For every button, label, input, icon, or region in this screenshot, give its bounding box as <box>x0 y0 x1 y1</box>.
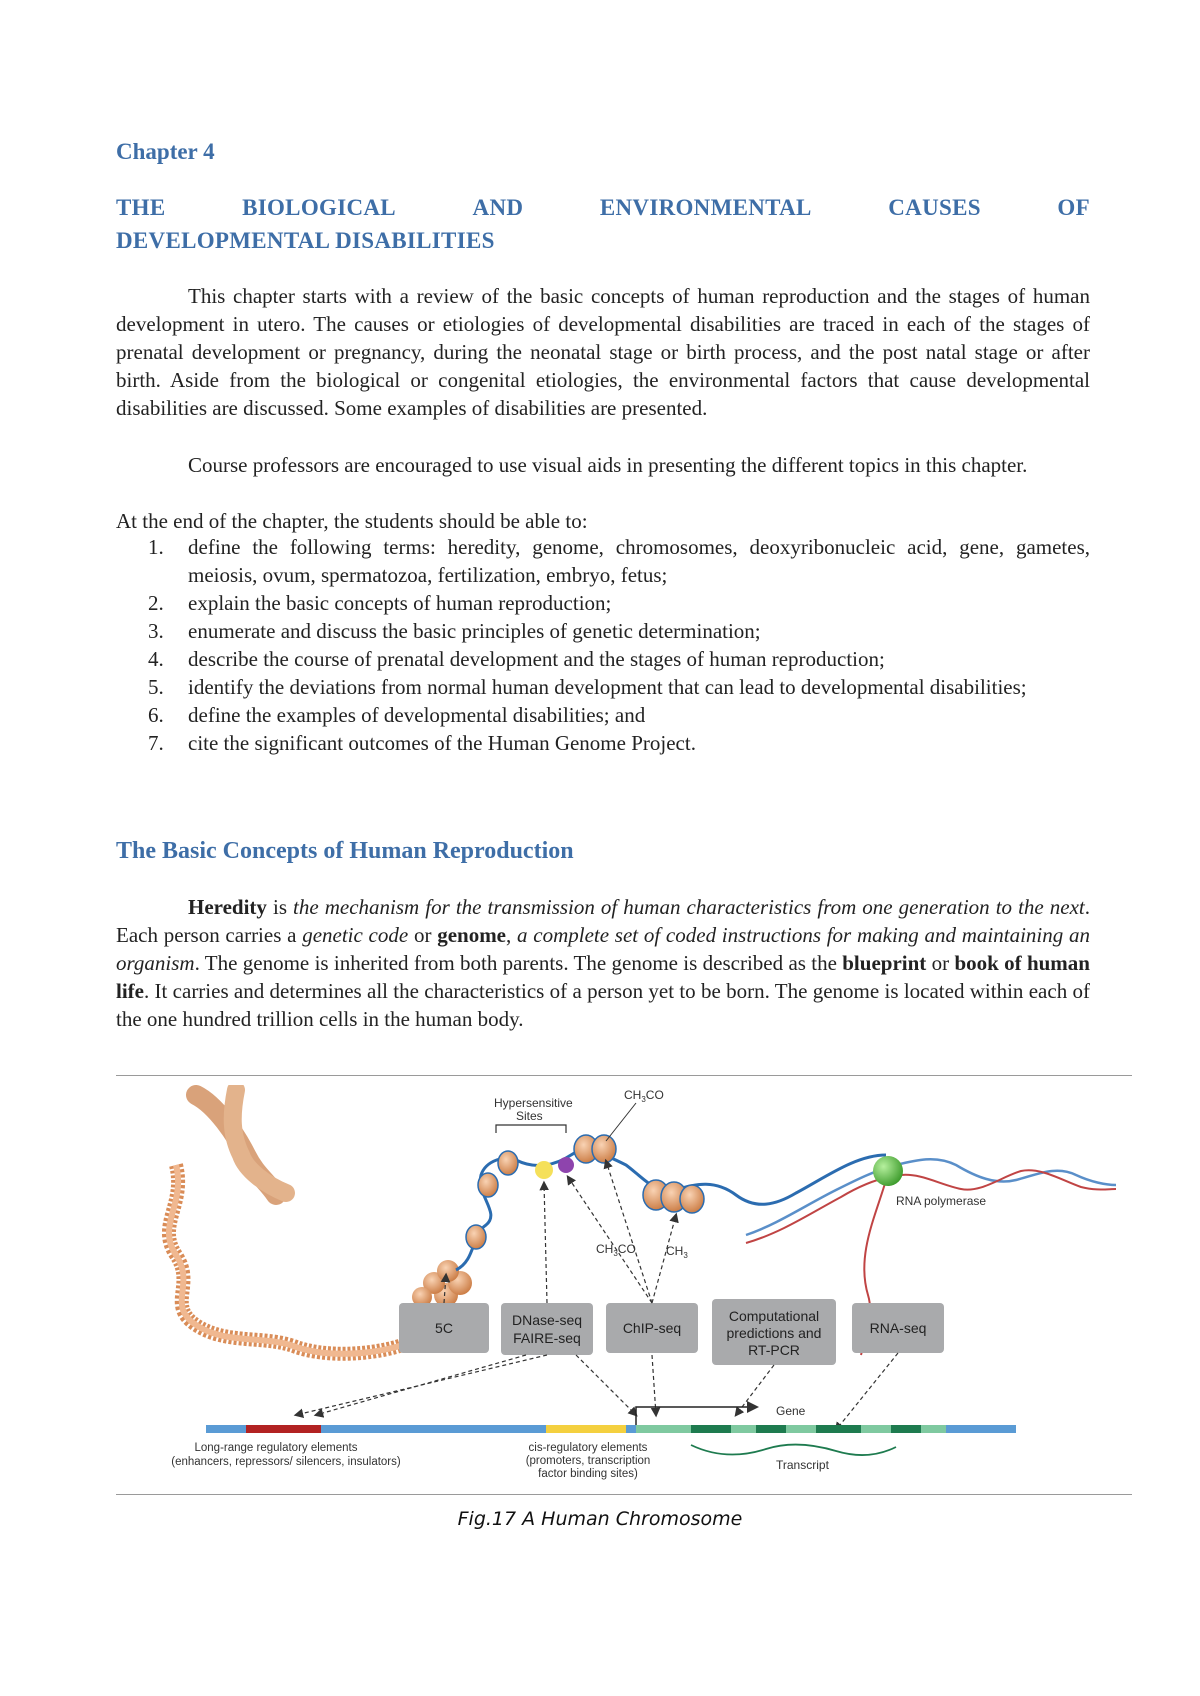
svg-text:5C: 5C <box>435 1320 453 1336</box>
term-heredity: Heredity <box>188 895 267 919</box>
method-box-5c <box>399 1303 489 1353</box>
list-number: 5. <box>148 675 164 699</box>
transcript-wave <box>691 1445 896 1456</box>
term-genome: genome <box>437 923 507 947</box>
objectives-list <box>116 533 1090 757</box>
title-word: ENVIRONMENTAL <box>599 195 812 220</box>
method-box-rna-seq <box>852 1303 944 1353</box>
section-heading: The Basic Concepts of Human Reproduction <box>116 838 574 864</box>
method-box-dnase-seq <box>501 1303 593 1355</box>
title-word: THE <box>116 195 166 220</box>
text-span: . Each person carries a <box>116 895 1090 947</box>
list-number: 2. <box>148 591 164 615</box>
text-span: . The genome is inherited from both parents. The genome is described as the <box>194 951 843 975</box>
list-text: enumerate and discuss the basic principles of genetic determination; <box>188 619 761 643</box>
term-blueprint: blueprint <box>842 951 927 975</box>
list-item <box>116 701 1090 729</box>
list-number: 6. <box>148 703 164 727</box>
transcript-label: Transcript <box>776 1458 829 1472</box>
method-box-chip-seq <box>606 1303 698 1353</box>
svg-text:predictions and: predictions and <box>726 1325 822 1341</box>
hypersensitive-bracket <box>496 1125 566 1133</box>
term-genetic-code: genetic code <box>302 923 409 947</box>
long-range-label-2: (enhancers, repressors/ silencers, insulators) <box>171 1456 401 1468</box>
figure-caption: Fig.17 A Human Chromosome <box>457 1508 743 1530</box>
hypersensitive-site <box>535 1161 553 1179</box>
list-number: 7. <box>148 731 164 755</box>
title-word: CAUSES <box>888 195 981 220</box>
list-text: identify the deviations from normal human development that can lead to developmental disabilities; <box>188 675 1027 699</box>
svg-text:ChIP-seq: ChIP-seq <box>622 1320 682 1336</box>
list-text: cite the significant outcomes of the Human Genome Project. <box>188 731 696 755</box>
list-text: define the examples of developmental disabilities; and <box>188 703 646 727</box>
ch3co-mid-label: $CH_3CO$ <box>596 1242 636 1258</box>
text-span: or <box>408 923 438 947</box>
genome-definition: a complete set of coded instructions for making and maintaining an organism <box>116 923 1091 975</box>
gene-label: Gene <box>776 1404 806 1418</box>
nucleosomes <box>466 1135 704 1249</box>
title-word: BIOLOGICAL <box>242 195 396 220</box>
genome-bar <box>206 1425 1016 1433</box>
hypersensitive-label-2: Sites <box>516 1109 543 1123</box>
title-word: OF <box>1057 195 1090 220</box>
list-number: 4. <box>148 647 164 671</box>
chromosome-icon <box>196 1090 286 1195</box>
list-item <box>116 533 1090 589</box>
heredity-definition: the mechanism for the transmission of human characteristics from one generation to the next <box>293 895 1085 919</box>
term-book-of-human-life: book of human life <box>116 951 1090 1003</box>
list-text: describe the course of prenatal development and the stages of human reproduction; <box>188 647 885 671</box>
list-text: define the following terms: heredity, genome, chromosomes, deoxyribonucleic acid, gene, gametes, meiosis, ovum, spermatozoa, fertilization, embryo, fetus; <box>188 535 1090 587</box>
text-span: or <box>926 951 955 975</box>
cis-label-1: cis-regulatory elements <box>528 1442 648 1454</box>
list-number: 1. <box>148 535 164 559</box>
chapter-title <box>116 191 1090 257</box>
transcription-factor <box>558 1157 574 1173</box>
long-range-label-1: Long-range regulatory elements <box>194 1442 358 1454</box>
svg-text:FAIRE-seq: FAIRE-seq <box>513 1330 581 1346</box>
method-box-computational <box>712 1299 836 1365</box>
dashed-arrows <box>296 1161 898 1430</box>
svg-text:Computational: Computational <box>728 1308 820 1324</box>
ch3-label: $CH_3$ <box>666 1244 688 1260</box>
list-item <box>116 673 1090 701</box>
tss-arrow <box>636 1407 756 1425</box>
svg-text:RT-PCR: RT-PCR <box>748 1342 800 1358</box>
figure-top-rule <box>116 1075 1132 1076</box>
hypersensitive-label-1: Hypersensitive <box>494 1096 573 1110</box>
text-span: . It carries and determines all the characteristics of a person yet to be born. The genome is located within each of the one hundred trillion cells in the human body. <box>116 979 1090 1031</box>
text-span: , <box>506 923 518 947</box>
title-word: AND <box>472 195 524 220</box>
svg-text:DNase-seq: DNase-seq <box>511 1312 583 1328</box>
list-text: explain the basic concepts of human reproduction; <box>188 591 612 615</box>
intro-paragraph-1: This chapter starts with a review of the basic concepts of human reproduction and the stages of human development in utero. The causes or etiologies of developmental disabilities are traced in each of the stages of prenatal development or pregnancy, during the neonatal stage or birth process, and the post natal stage or after birth. Aside from the biological or congenital etiologies, the environmental factors that cause developmental disabilities are discussed. Some examples of disabilities are presented. <box>116 284 1090 420</box>
chromosome-figure <box>116 1085 1132 1485</box>
list-item <box>116 645 1090 673</box>
rna-polymerase-icon <box>873 1156 903 1186</box>
heredity-paragraph <box>116 893 1090 1033</box>
text-span: is <box>266 895 294 919</box>
list-item <box>116 589 1090 617</box>
svg-text:RNA-seq: RNA-seq <box>869 1320 927 1336</box>
chapter-title-line-1 <box>116 191 1090 224</box>
chapter-title-line-2: DEVELOPMENTAL DISABILITIES <box>116 228 495 253</box>
cis-label-3: factor binding sites) <box>538 1468 638 1480</box>
figure-bottom-rule <box>116 1494 1132 1495</box>
chromosome-diagram <box>116 1085 1132 1485</box>
objectives-intro: At the end of the chapter, the students should be able to: <box>116 509 588 533</box>
chapter-label: Chapter 4 <box>116 139 215 164</box>
intro-paragraph-2: Course professors are encouraged to use visual aids in presenting the different topics in this chapter. <box>188 453 1028 477</box>
list-item <box>116 729 1090 757</box>
list-item <box>116 617 1090 645</box>
ch3co-top-label: $CH_3CO$ <box>624 1088 664 1104</box>
rna-polymerase-label: RNA polymerase <box>896 1194 987 1208</box>
list-number: 3. <box>148 619 164 643</box>
cis-label-2: (promoters, transcription <box>525 1455 651 1467</box>
